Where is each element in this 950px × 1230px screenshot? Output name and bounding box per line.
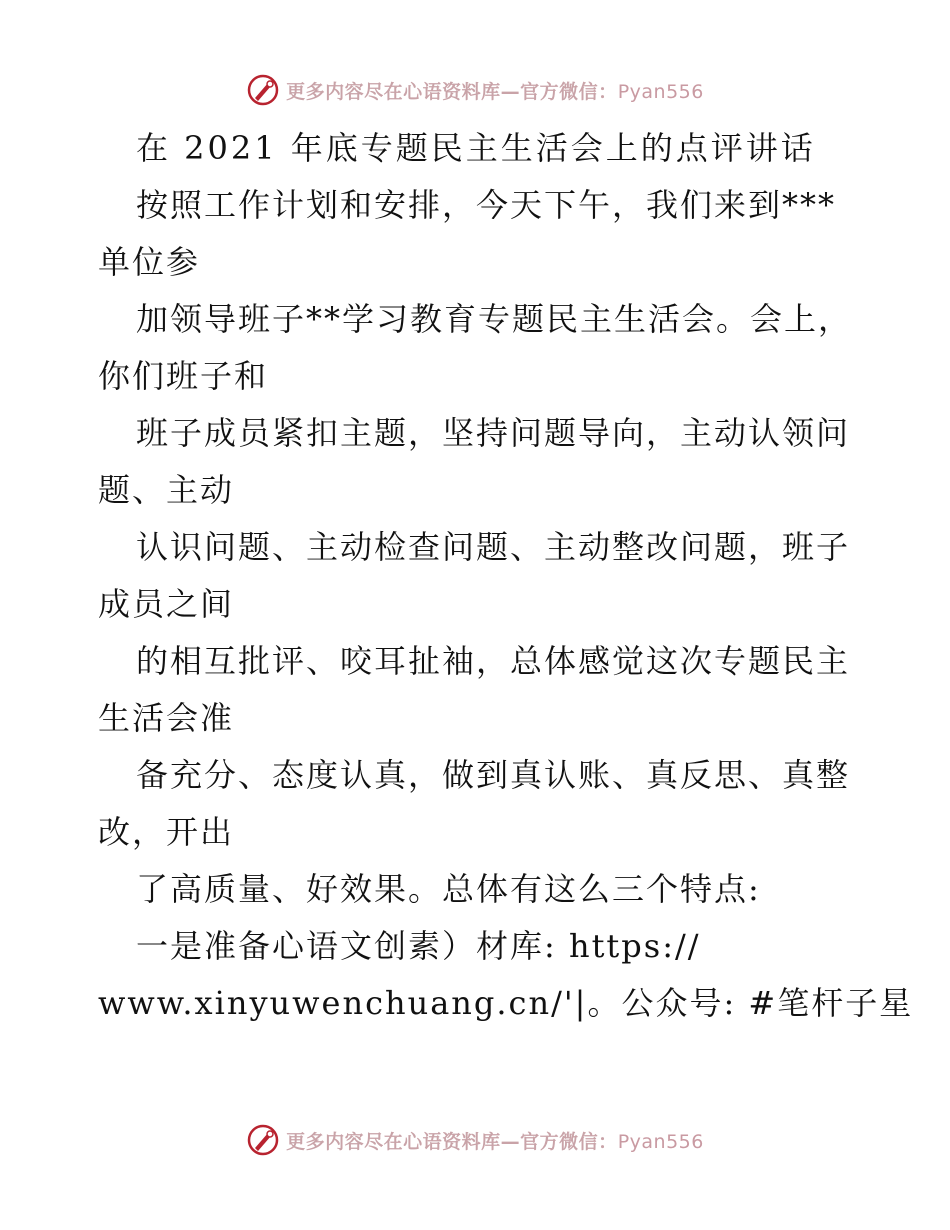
paragraph-line: 加领导班子**学习教育专题民主生活会。会上，	[136, 300, 853, 338]
watermark-text	[286, 1127, 704, 1154]
watermark-wechat-handle: Pyan556	[617, 1130, 704, 1153]
watermark-site-text: 更多内容尽在心语资料库	[286, 80, 501, 103]
paragraph-line: 了高质量、好效果。总体有这么三个特点:	[136, 870, 761, 908]
watermark-wechat-label: 官方微信：	[520, 80, 618, 103]
paragraph-line: 题、主动	[98, 471, 235, 509]
paragraph-line: 改，开出	[98, 813, 235, 851]
paragraph-line: 成员之间	[98, 585, 235, 623]
watermark-separator: —	[500, 80, 521, 103]
paragraph-line: 按照工作计划和安排，今天下午，我们来到***	[136, 186, 837, 224]
paragraph-line: 的相互批评、咬耳扯袖，总体感觉这次专题民主	[136, 642, 851, 680]
paragraph-line: www.xinyuwenchuang.cn/'|。公众号: #笔杆子星	[98, 984, 914, 1022]
paragraph-line: 一是准备心语文创素）材库: https://	[136, 927, 701, 965]
document-body	[98, 120, 914, 1032]
document-title: 在 2021 年底专题民主生活会上的点评讲话	[136, 129, 816, 167]
paragraph-line: 备充分、态度认真，做到真认账、真反思、真整	[136, 756, 851, 794]
watermark-separator: —	[500, 1130, 521, 1153]
paragraph-line: 单位参	[98, 243, 201, 281]
paragraph-line: 班子成员紧扣主题，坚持问题导向，主动认领问	[136, 414, 851, 452]
watermark-site-text: 更多内容尽在心语资料库	[286, 1130, 501, 1153]
paragraph-line: 认识问题、主动检查问题、主动整改问题，班子	[136, 528, 851, 566]
pen-logo-icon	[246, 1123, 280, 1157]
watermark-wechat-label: 官方微信：	[520, 1130, 618, 1153]
watermark-text	[286, 77, 704, 104]
paragraph-line: 你们班子和	[98, 357, 269, 395]
watermark-wechat-handle: Pyan556	[617, 80, 704, 103]
paragraph-line: 生活会准	[98, 699, 235, 737]
watermark-banner-top	[0, 70, 950, 110]
watermark-banner-bottom	[0, 1120, 950, 1160]
pen-logo-icon	[246, 73, 280, 107]
